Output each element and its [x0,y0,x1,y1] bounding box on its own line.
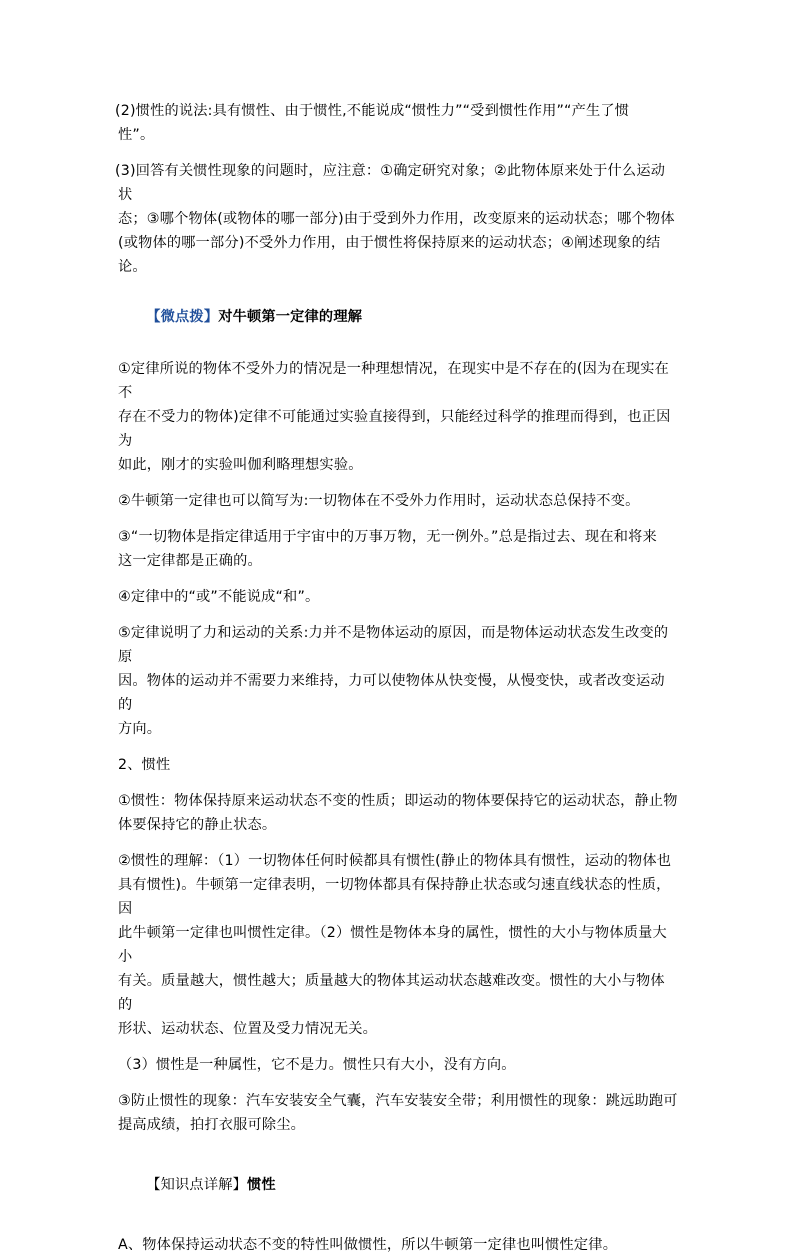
paragraph-inertia-property [118,1053,678,1077]
text-line: ①惯性：物体保持原来运动状态不变的性质；即运动的物体要保持它的运动状态，静止物 [118,793,678,809]
paragraph-detail-a [118,1233,678,1257]
paragraph-law-point-1 [118,357,678,477]
paragraph-law-point-4 [118,585,678,609]
text-line: ①定律所说的物体不受外力的情况是一种理想情况，在现实中是不存在的(因为在现实在不 [118,361,669,401]
paragraph-inertia-definition [118,789,678,837]
text-line: ④定律中的“或”不能说成“和”。 [118,589,320,605]
text-line: 这一定律都是正确的。 [118,553,262,569]
tip-tag: 【微点拨】 [146,309,219,325]
text-line: ③“一切物体是指定律适用于宇宙中的万事万物，无一例外。”总是指过去、现在和将来 [118,529,657,545]
text-line: (2)惯性的说法:具有惯性、由于惯性,不能说成“惯性力”“受到惯性作用”“产生了惯 [115,103,630,119]
text-line: 论。 [118,259,147,275]
text-line: 有关。质量越大，惯性越大；质量越大的物体其运动状态越难改变。惯性的大小与物体的 [118,973,665,1013]
text-line: (3)回答有关惯性现象的问题时，应注意：①确定研究对象；②此物体原来处于什么运动状 [115,163,666,203]
paragraph-inertia-understanding [118,849,678,1041]
text-line: 方向。 [118,721,162,737]
text-line: 2、惯性 [118,757,171,773]
section-heading-inertia [118,753,678,777]
detail-title: 惯性 [246,1177,276,1193]
paragraph-law-point-5 [118,621,678,741]
tip-title: 对牛顿第一定律的理解 [218,309,363,325]
paragraph-inertia-examples [118,1089,678,1137]
text-line: 存在不受力的物体)定律不可能通过实验直接得到，只能经过科学的推理而得到，也正因为 [118,409,671,449]
text-line: 态；③哪个物体(或物体的哪一部分)由于受到外力作用，改变原来的运动状态；哪个物体 [118,211,675,227]
text-line: （3）惯性是一种属性，它不是力。惯性只有大小，没有方向。 [118,1057,516,1073]
text-line: 提高成绩，拍打衣服可除尘。 [118,1117,306,1133]
text-line: 如此，刚才的实验叫伽利略理想实验。 [118,457,363,473]
section-heading-tip [118,281,678,353]
text-line: ⑤定律说明了力和运动的关系:力并不是物体运动的原因，而是物体运动状态发生改变的原 [118,625,669,665]
text-line: 性”。 [118,127,155,143]
section-heading-detail [118,1149,678,1221]
paragraph-law-point-2 [118,489,678,513]
paragraph-inertia-expression [115,99,678,147]
text-line: A、物体保持运动状态不变的特性叫做惯性，所以牛顿第一定律也叫惯性定律。 [118,1237,618,1253]
text-line: (或物体的哪一部分)不受外力作用，由于惯性将保持原来的运动状态；④阐述现象的结 [118,235,661,251]
text-line: 此牛顿第一定律也叫惯性定律。（2）惯性是物体本身的属性，惯性的大小与物体质量大小 [118,925,667,965]
text-line: ③防止惯性的现象：汽车安装安全气囊，汽车安装安全带；利用惯性的现象：跳远助跑可 [118,1093,678,1109]
text-line: 因。物体的运动并不需要力来维持，力可以使物体从快变慢，从慢变快，或者改变运动的 [118,673,665,713]
paragraph-law-point-3 [118,525,678,573]
paragraph-inertia-answer-notes [115,159,678,279]
text-line: ②牛顿第一定律也可以简写为:一切物体在不受外力作用时，运动状态总保持不变。 [118,493,640,509]
text-line: 形状、运动状态、位置及受力情况无关。 [118,1021,377,1037]
document-body [115,99,678,1257]
text-line: 体要保持它的静止状态。 [118,817,277,833]
detail-tag: 【知识点详解】 [146,1177,247,1193]
text-line: 具有惯性)。牛顿第一定律表明，一切物体都具有保持静止状态或匀速直线状态的性质，因 [118,877,671,917]
text-line: ②惯性的理解：（1）一切物体任何时候都具有惯性(静止的物体具有惯性，运动的物体也 [118,853,672,869]
